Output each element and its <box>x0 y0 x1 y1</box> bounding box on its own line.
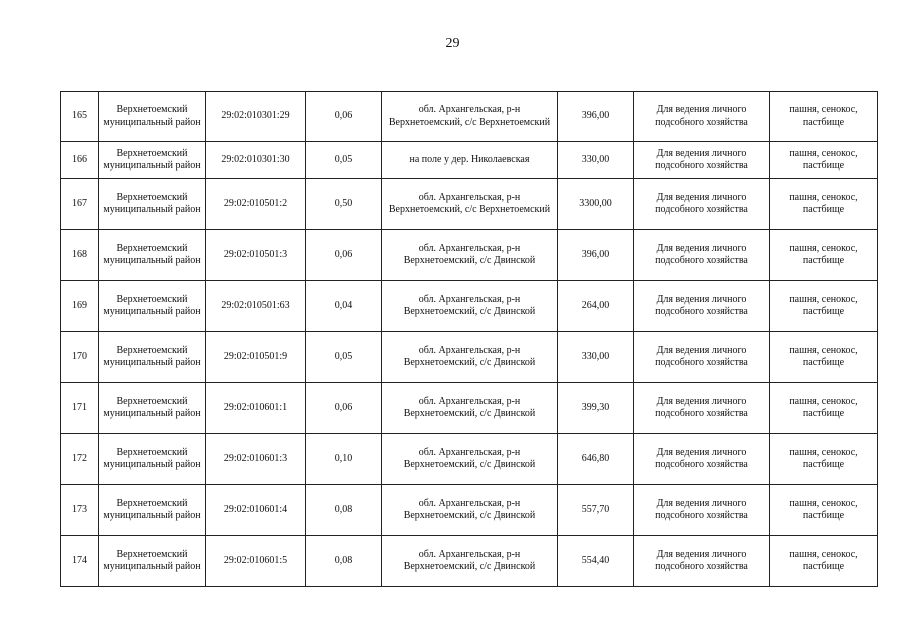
usage-cell: пашня, сенокос, пастбище <box>770 332 878 383</box>
row-number-cell: 165 <box>61 92 99 142</box>
purpose-cell: Для ведения личного подсобного хозяйства <box>634 281 770 332</box>
purpose-cell: Для ведения личного подсобного хозяйства <box>634 332 770 383</box>
value-cell: 330,00 <box>558 332 634 383</box>
purpose-cell: Для ведения личного подсобного хозяйства <box>634 142 770 179</box>
table-row <box>61 92 878 142</box>
municipality-cell: Верхнетоемский муниципальный район <box>99 230 206 281</box>
value-cell: 3300,00 <box>558 179 634 230</box>
area-cell: 0,04 <box>306 281 382 332</box>
purpose-cell: Для ведения личного подсобного хозяйства <box>634 179 770 230</box>
usage-cell: пашня, сенокос, пастбище <box>770 536 878 587</box>
area-cell: 0,08 <box>306 485 382 536</box>
area-cell: 0,50 <box>306 179 382 230</box>
usage-cell: пашня, сенокос, пастбище <box>770 281 878 332</box>
location-cell: обл. Архангельская, р-н Верхнетоемский, с/с Двинской <box>382 230 558 281</box>
location-cell: на поле у дер. Николаевская <box>382 142 558 179</box>
location-cell: обл. Архангельская, р-н Верхнетоемский, с/с Двинской <box>382 485 558 536</box>
area-cell: 0,06 <box>306 230 382 281</box>
location-cell: обл. Архангельская, р-н Верхнетоемский, с/с Двинской <box>382 281 558 332</box>
municipality-cell: Верхнетоемский муниципальный район <box>99 383 206 434</box>
location-cell: обл. Архангельская, р-н Верхнетоемский, с/с Двинской <box>382 383 558 434</box>
usage-cell: пашня, сенокос, пастбище <box>770 179 878 230</box>
location-cell: обл. Архангельская, р-н Верхнетоемский, с/с Двинской <box>382 434 558 485</box>
municipality-cell: Верхнетоемский муниципальный район <box>99 332 206 383</box>
usage-cell: пашня, сенокос, пастбище <box>770 434 878 485</box>
row-number-cell: 174 <box>61 536 99 587</box>
municipality-cell: Верхнетоемский муниципальный район <box>99 485 206 536</box>
area-cell: 0,06 <box>306 383 382 434</box>
area-cell: 0,05 <box>306 332 382 383</box>
table-row <box>61 332 878 383</box>
value-cell: 396,00 <box>558 92 634 142</box>
cadastral-number-cell: 29:02:010601:4 <box>206 485 306 536</box>
page-number: 29 <box>445 36 460 51</box>
cadastral-number-cell: 29:02:010501:63 <box>206 281 306 332</box>
municipality-cell: Верхнетоемский муниципальный район <box>99 142 206 179</box>
municipality-cell: Верхнетоемский муниципальный район <box>99 434 206 485</box>
value-cell: 646,80 <box>558 434 634 485</box>
row-number-cell: 172 <box>61 434 99 485</box>
row-number-cell: 166 <box>61 142 99 179</box>
purpose-cell: Для ведения личного подсобного хозяйства <box>634 485 770 536</box>
cadastral-number-cell: 29:02:010601:5 <box>206 536 306 587</box>
table-row <box>61 230 878 281</box>
value-cell: 330,00 <box>558 142 634 179</box>
row-number-cell: 171 <box>61 383 99 434</box>
purpose-cell: Для ведения личного подсобного хозяйства <box>634 92 770 142</box>
cadastral-number-cell: 29:02:010301:30 <box>206 142 306 179</box>
value-cell: 264,00 <box>558 281 634 332</box>
municipality-cell: Верхнетоемский муниципальный район <box>99 281 206 332</box>
row-number-cell: 173 <box>61 485 99 536</box>
location-cell: обл. Архангельская, р-н Верхнетоемский, с/с Двинской <box>382 332 558 383</box>
value-cell: 396,00 <box>558 230 634 281</box>
table-row <box>61 536 878 587</box>
row-number-cell: 167 <box>61 179 99 230</box>
municipality-cell: Верхнетоемский муниципальный район <box>99 92 206 142</box>
usage-cell: пашня, сенокос, пастбище <box>770 142 878 179</box>
table-row <box>61 281 878 332</box>
table-row <box>61 142 878 179</box>
area-cell: 0,10 <box>306 434 382 485</box>
row-number-cell: 168 <box>61 230 99 281</box>
cadastral-number-cell: 29:02:010501:9 <box>206 332 306 383</box>
table-row <box>61 434 878 485</box>
usage-cell: пашня, сенокос, пастбище <box>770 383 878 434</box>
table-row <box>61 179 878 230</box>
area-cell: 0,06 <box>306 92 382 142</box>
cadastral-number-cell: 29:02:010301:29 <box>206 92 306 142</box>
value-cell: 399,30 <box>558 383 634 434</box>
location-cell: обл. Архангельская, р-н Верхнетоемский, с/с Двинской <box>382 536 558 587</box>
cadastral-number-cell: 29:02:010601:3 <box>206 434 306 485</box>
area-cell: 0,05 <box>306 142 382 179</box>
table-row <box>61 485 878 536</box>
purpose-cell: Для ведения личного подсобного хозяйства <box>634 434 770 485</box>
cadastral-number-cell: 29:02:010501:2 <box>206 179 306 230</box>
purpose-cell: Для ведения личного подсобного хозяйства <box>634 230 770 281</box>
cadastral-number-cell: 29:02:010601:1 <box>206 383 306 434</box>
value-cell: 554,40 <box>558 536 634 587</box>
usage-cell: пашня, сенокос, пастбище <box>770 92 878 142</box>
municipality-cell: Верхнетоемский муниципальный район <box>99 536 206 587</box>
municipality-cell: Верхнетоемский муниципальный район <box>99 179 206 230</box>
location-cell: обл. Архангельская, р-н Верхнетоемский, с/с Верхнетоемский <box>382 92 558 142</box>
land-plots-table <box>60 91 878 587</box>
row-number-cell: 170 <box>61 332 99 383</box>
usage-cell: пашня, сенокос, пастбище <box>770 230 878 281</box>
location-cell: обл. Архангельская, р-н Верхнетоемский, с/с Верхнетоемский <box>382 179 558 230</box>
purpose-cell: Для ведения личного подсобного хозяйства <box>634 536 770 587</box>
row-number-cell: 169 <box>61 281 99 332</box>
value-cell: 557,70 <box>558 485 634 536</box>
cadastral-number-cell: 29:02:010501:3 <box>206 230 306 281</box>
usage-cell: пашня, сенокос, пастбище <box>770 485 878 536</box>
table-row <box>61 383 878 434</box>
area-cell: 0,08 <box>306 536 382 587</box>
purpose-cell: Для ведения личного подсобного хозяйства <box>634 383 770 434</box>
